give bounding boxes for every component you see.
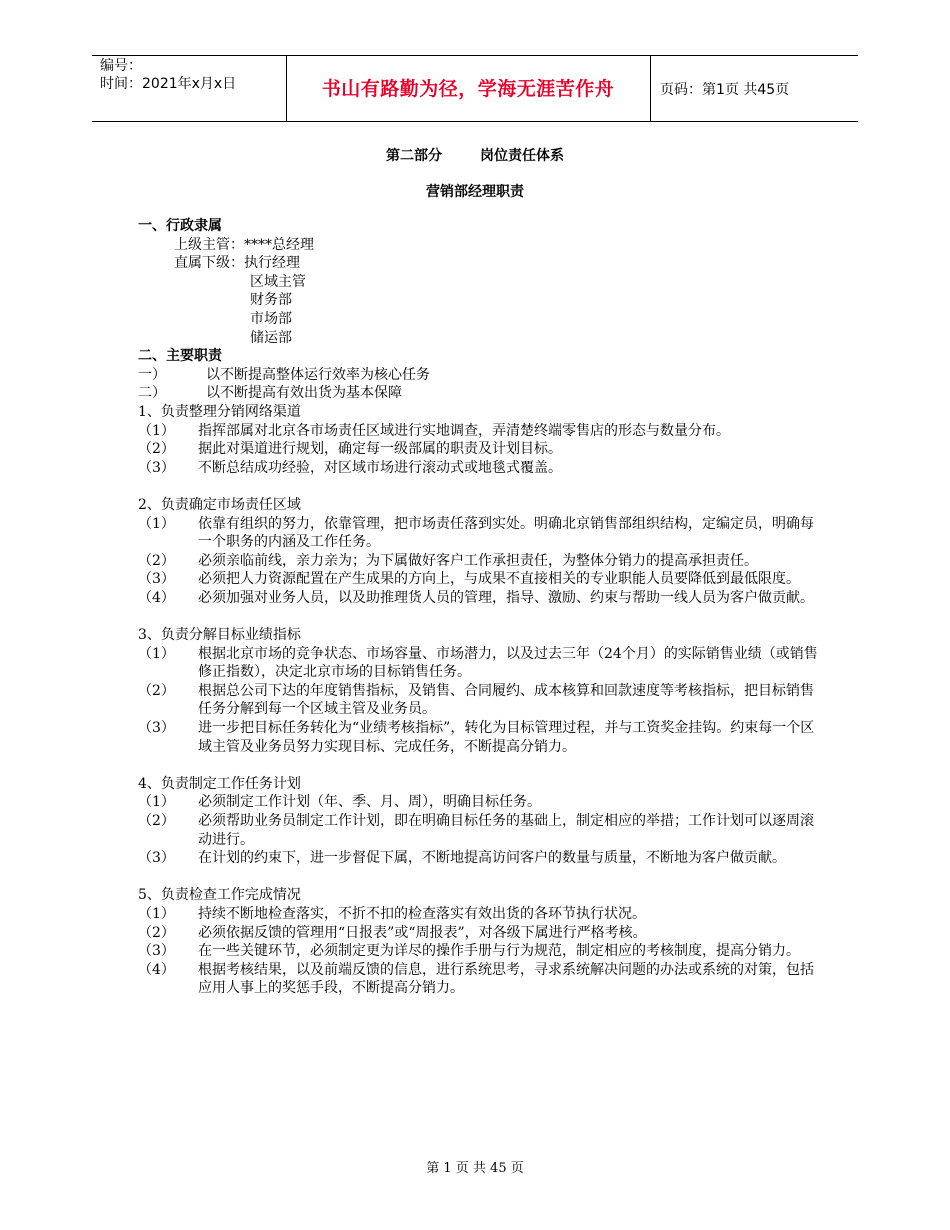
duty-item-text: 必须依据反馈的管理用“日报表”或“周报表”，对各级下属进行严格考核。 bbox=[198, 924, 647, 941]
duty-item-number: （2） bbox=[138, 924, 175, 941]
duty-item-text: 依靠有组织的努力，依靠管理，把市场责任落到实处。明确北京销售部组织结构，定编定员，明确每一个职务的内涵及工作任务。 bbox=[198, 515, 814, 551]
page-footer: 第 1 页 共 45 页 bbox=[426, 1161, 524, 1176]
section-heading: 一、行政隶属 bbox=[138, 218, 222, 234]
duty-item-text: 必须加强对业务人员，以及助推理货人员的管理，指导、激励、约束与帮助一线人员为客户做贡献。 bbox=[198, 589, 814, 606]
duty-item bbox=[138, 645, 818, 682]
duty-item bbox=[138, 459, 818, 478]
duty-item bbox=[138, 924, 818, 943]
duty-item-number: （2） bbox=[138, 441, 175, 458]
duty-item-text: 根据考核结果，以及前端反馈的信息，进行系统思考，寻求系统解决问题的办法或系统的对策，包括应用人事上的奖惩手段，不断提高分销力。 bbox=[198, 961, 814, 997]
duty-item-number: （3） bbox=[138, 459, 175, 476]
key-point-text: 以不断提高有效出货为基本保障 bbox=[206, 385, 402, 402]
duty-item-text: 根据总公司下达的年度销售指标，及销售、合同履约、成本核算和回款速度等考核指标，把目标销售任务分解到每一个区域主管及业务员。 bbox=[198, 682, 814, 718]
duty-title: 3、负责分解目标业绩指标 bbox=[138, 627, 301, 644]
duty-item-number: （2） bbox=[138, 552, 175, 569]
key-point bbox=[138, 384, 818, 403]
subordinate-item: 储运部 bbox=[250, 329, 292, 346]
section-heading: 二、主要职责 bbox=[138, 348, 222, 365]
duty-item-text: 根据北京市场的竞争状态、市场容量、市场潜力，以及过去三年（24个月）的实际销售业绩（或销售修正指数），决定北京市场的目标销售任务。 bbox=[198, 645, 818, 681]
subordinate-line: 直属下级：执行经理 bbox=[174, 255, 300, 272]
duty-item bbox=[138, 682, 818, 719]
duty-title: 4、负责制定工作任务计划 bbox=[138, 775, 301, 792]
duty-item-text: 据此对渠道进行规划，确定每一级部属的职责及计划目标。 bbox=[198, 441, 562, 458]
duty-item-number: （1） bbox=[138, 422, 175, 439]
subordinate-item: 财务部 bbox=[250, 292, 292, 309]
duty-item-number: （4） bbox=[138, 961, 175, 978]
superior-line: 上级主管：****总经理 bbox=[174, 236, 314, 253]
duty-item bbox=[138, 961, 818, 998]
subordinate-item: 区域主管 bbox=[250, 273, 306, 290]
duty-item-text: 必须制定工作计划（年、季、月、周），明确目标任务。 bbox=[198, 794, 541, 811]
document-time: 时间：2021年x月x日 bbox=[100, 76, 237, 92]
duty-item bbox=[138, 422, 818, 441]
duty-item-number: （3） bbox=[138, 571, 175, 588]
duty-item bbox=[138, 515, 818, 552]
duty-item-number: （1） bbox=[138, 645, 175, 662]
duty-item bbox=[138, 440, 818, 459]
duty-item-text: 必须亲临前线，亲力亲为；为下属做好客户工作承担责任，为整体分销力的提高承担责任。 bbox=[198, 552, 758, 569]
header-divider-right bbox=[650, 55, 651, 122]
paragraph-spacer bbox=[138, 607, 818, 626]
duty-item-text: 进一步把目标任务转化为“业绩考核指标”，转化为目标管理过程，并与工资奖金挂钩。约束每一个区域主管及业务员努力实现目标、完成任务，不断提高分销力。 bbox=[198, 720, 815, 755]
header-meta bbox=[100, 57, 236, 93]
paragraph-spacer bbox=[138, 477, 818, 496]
duty-item bbox=[138, 589, 818, 608]
part-title-subtitle: 岗位责任体系 bbox=[480, 148, 564, 164]
duty-item-number: （1） bbox=[138, 794, 175, 811]
header-page-info: 页码：第1页 共45页 bbox=[660, 82, 790, 98]
key-point bbox=[138, 366, 818, 385]
role-title: 营销部经理职责 bbox=[426, 184, 524, 200]
part-title-label: 第二部分 bbox=[386, 148, 442, 164]
key-point-number: 二） bbox=[138, 385, 166, 402]
document-body bbox=[138, 217, 818, 998]
paragraph-spacer bbox=[138, 868, 818, 887]
duty-item-text: 指挥部属对北京各市场责任区域进行实地调查，弄清楚终端零售店的形态与数量分布。 bbox=[198, 422, 730, 439]
duty-item-text: 在计划的约束下，进一步督促下属，不断地提高访问客户的数量与质量，不断地为客户做贡献。 bbox=[198, 850, 786, 867]
duty-item bbox=[138, 552, 818, 571]
subordinate-item: 市场部 bbox=[250, 310, 292, 327]
duty-item-number: （1） bbox=[138, 515, 175, 532]
duty-item bbox=[138, 793, 818, 812]
document-number-label: 编号： bbox=[100, 58, 142, 74]
duty-item-text: 在一些关键环节，必须制定更为详尽的操作手册与行为规范，制定相应的考核制度，提高分销力。 bbox=[198, 943, 800, 960]
duty-item-text: 不断总结成功经验，对区域市场进行滚动式或地毯式覆盖。 bbox=[198, 459, 562, 476]
duty-item bbox=[138, 570, 818, 589]
duty-item-number: （2） bbox=[138, 813, 175, 829]
duty-item-text: 必须把人力资源配置在产生成果的方向上，与成果不直接相关的专业职能人员要降低到最低限度。 bbox=[198, 571, 800, 588]
duty-item bbox=[138, 812, 818, 849]
duty-title: 1、负责整理分销网络渠道 bbox=[138, 403, 301, 420]
key-point-text: 以不断提高整体运行效率为核心任务 bbox=[206, 366, 430, 383]
duty-item-text: 必须帮助业务员制定工作计划，即在明确目标任务的基础上，制定相应的举措；工作计划可以逐周滚动进行。 bbox=[198, 813, 814, 848]
duty-item-number: （3） bbox=[138, 720, 175, 737]
header-top-rule bbox=[92, 55, 858, 56]
header-bottom-rule bbox=[92, 121, 858, 122]
key-point-number: 一） bbox=[138, 366, 166, 383]
duty-item-number: （3） bbox=[138, 943, 175, 960]
duty-list bbox=[138, 403, 818, 998]
header-motto: 书山有路勤为径，学海无涯苦作舟 bbox=[321, 78, 615, 100]
duty-item-text: 持续不断地检查落实，不折不扣的检查落实有效出货的各环节执行状况。 bbox=[198, 905, 646, 922]
duty-item-number: （2） bbox=[138, 682, 175, 699]
duty-item bbox=[138, 719, 818, 756]
duty-item-number: （4） bbox=[138, 589, 175, 606]
duty-item bbox=[138, 849, 818, 868]
duty-item bbox=[138, 942, 818, 961]
part-title bbox=[0, 145, 950, 165]
duty-title: 5、负责检查工作完成情况 bbox=[138, 887, 301, 904]
duty-item-number: （3） bbox=[138, 850, 175, 867]
duty-item-number: （1） bbox=[138, 905, 175, 922]
duty-item bbox=[138, 905, 818, 924]
paragraph-spacer bbox=[138, 756, 818, 775]
duty-title: 2、负责确定市场责任区域 bbox=[138, 496, 301, 513]
